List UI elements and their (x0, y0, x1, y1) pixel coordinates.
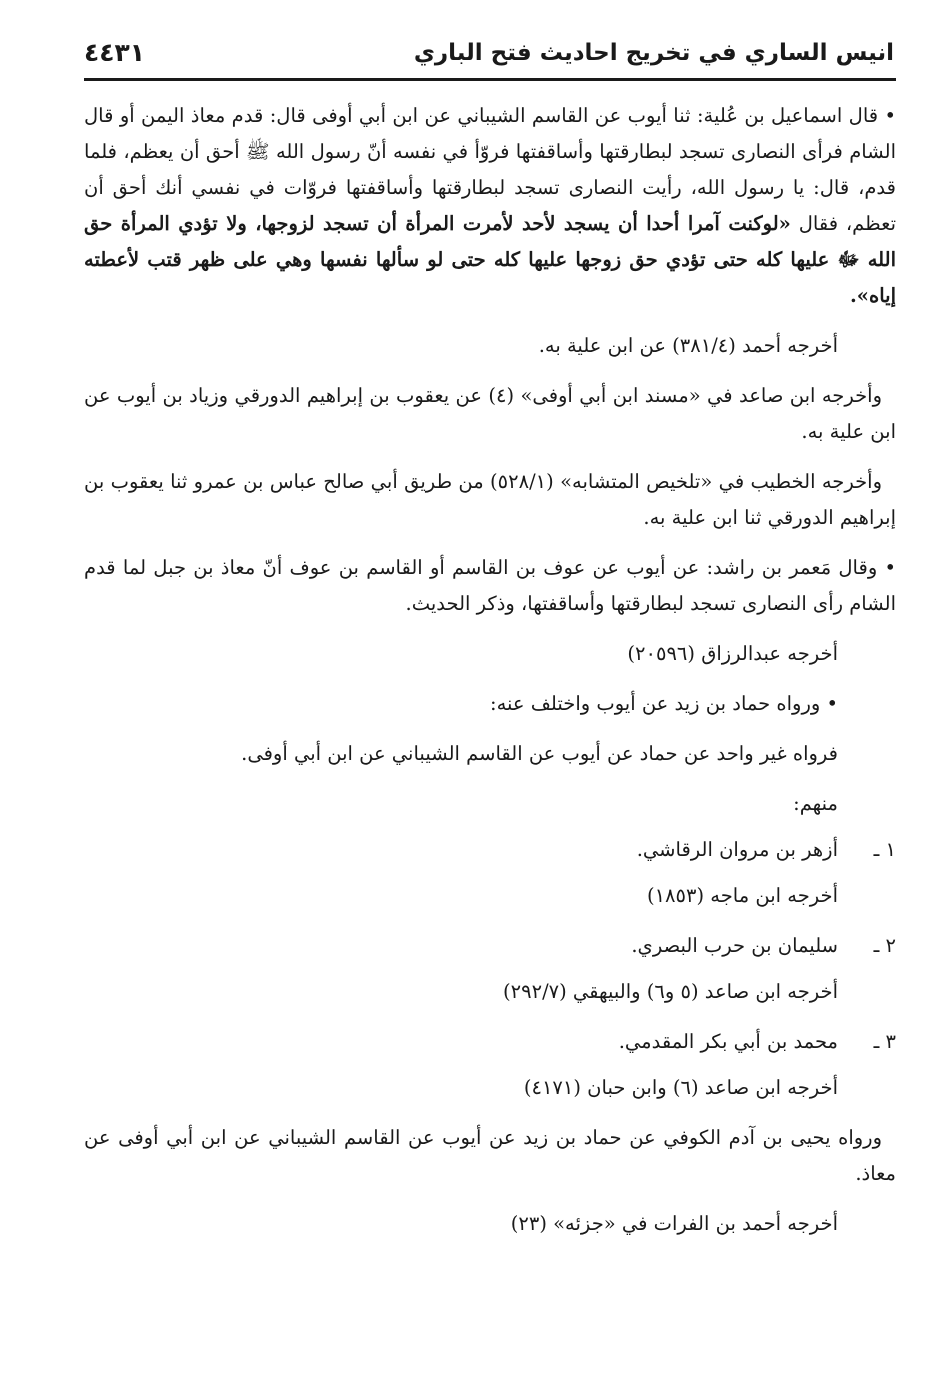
paragraph-mamar: • وقال مَعمر بن راشد: عن أيوب عن عوف بن القاسم أو القاسم بن عوف أنّ معاذ بن جبل لما قدم الشام رأى النصارى تسجد لبطارقتها وأساقفتها، وذكر الحديث. (84, 556, 896, 615)
paragraph-takhrij-khatib: وأخرجه الخطيب في «تلخيص المتشابه» (٥٢٨/١) من طريق أبي صالح عباس بن عمرو ثنا يعقوب بن إبراهيم الدورقي ثنا ابن علية به. (84, 470, 896, 529)
list-item-source: أخرجه ابن صاعد (٥ و٦) والبيهقي (٢٩٢/٧) (503, 980, 838, 1003)
hadith-matn-text: «لوكنت آمرا أحدا أن يسجد لأحد لأمرت المرأة أن تسجد لزوجها، ولا تؤدي المرأة حق الله ﷻ عليها كله حتى تؤدي حق زوجها عليها كله حتى لو سألها نفسها وهي على ظهر قتب لأعطته إياه». (84, 212, 896, 307)
list-item-source: أخرجه ابن ماجه (١٨٥٣) (646, 884, 838, 907)
paragraph-hadith (84, 98, 896, 314)
paragraph-yahya: ورواه يحيى بن آدم الكوفي عن حماد بن زيد عن أيوب عن القاسم الشيباني عن ابن أبي أوفى عن معاذ. (84, 1126, 896, 1185)
paragraph-takhrij-ibn-furat: أخرجه أحمد بن الفرات في «جزئه» (٢٣) (510, 1212, 838, 1235)
page-number: ٤٤٣١ (84, 38, 146, 67)
paragraph-takhrij-ahmad: أخرجه أحمد (٣٨١/٤) عن ابن علية به. (538, 334, 838, 357)
page-body (84, 98, 896, 1256)
page-header (84, 38, 894, 78)
running-title: انيس الساري في تخريج احاديث فتح الباري (413, 40, 894, 66)
paragraph-takhrij-ibn-saed: وأخرجه ابن صاعد في «مسند ابن أبي أوفى» (٤) عن يعقوب بن إبراهيم الدورقي وزياد بن أيوب عن ابن علية به. (84, 384, 896, 443)
list-item-name: أزهر بن مروان الرقاشي. (636, 838, 838, 861)
paragraph-takhrij-abdulrazzaq: أخرجه عبدالرزاق (٢٠٥٩٦) (627, 642, 838, 665)
paragraph-minhum: منهم: (793, 792, 838, 815)
list-item-number: ٣ ـ (873, 1030, 896, 1053)
paragraph-riwaya: فرواه غير واحد عن حماد عن أيوب عن القاسم الشيباني عن ابن أبي أوفى. (241, 742, 838, 765)
list-item (84, 1024, 896, 1060)
list-item-name: سليمان بن حرب البصري. (631, 934, 838, 957)
list-item-number: ١ ـ (873, 838, 896, 861)
list-item-number: ٢ ـ (873, 934, 896, 957)
list-item-name: محمد بن أبي بكر المقدمي. (618, 1030, 838, 1053)
list-item (84, 832, 896, 868)
list-item (84, 928, 896, 964)
paragraph-hammad: • ورواه حماد بن زيد عن أيوب واختلف عنه: (490, 692, 838, 715)
header-divider (84, 78, 896, 81)
hadith-chain-text: • قال اسماعيل بن عُلية: ثنا أيوب عن القاسم الشيباني عن ابن أبي أوفى قال: قدم معاذ اليمن أو قال الشام فرأى النصارى تسجد لبطارقتها وأساقفتها فروّأ في نفسه أنّ رسول الله ﷺ أحق أن يعظم، فلما قدم، قال: يا رسول الله، رأيت النصارى تسجد لبطارقتها وأساقفتها فروّات في نفسي أنك أحق أن تعظم، فقال (84, 104, 896, 235)
list-item-source: أخرجه ابن صاعد (٦) وابن حبان (٤١٧١) (523, 1076, 838, 1099)
